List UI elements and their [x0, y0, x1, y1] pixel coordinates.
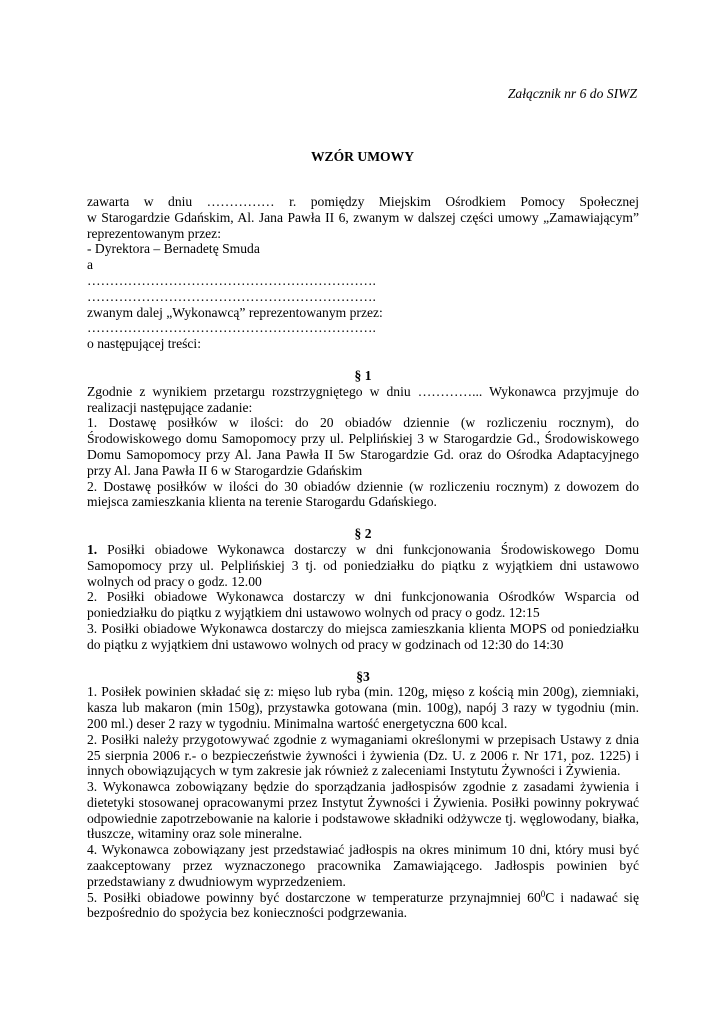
document-body — [87, 194, 639, 921]
intro-line: reprezentowanym przez: — [87, 225, 221, 241]
section-paragraph: 4. Wykonawca zobowiązany jest przedstawiać jadłospis na okres minimum 10 dni, który musi być zaakceptowany przez wyznaczonego pracownika Zamawiającego. Jadłospis powinien być przedstawiany z dwudniowym wyprzedzeniem. — [87, 842, 639, 889]
intro-line: zawarta w dniu …………… r. pomiędzy Miejskim Ośrodkiem Pomocy Społecznej — [87, 194, 639, 209]
section-1 — [87, 368, 639, 510]
dotted-placeholder: ………………………………………………………. — [87, 320, 376, 336]
intro-line: - Dyrektora – Bernadetę Smuda — [87, 241, 260, 257]
section-2 — [87, 526, 639, 652]
section-line: Zgodnie z wynikiem przetargu rozstrzygniętego w dniu …………... Wykonawca przyjmuje do — [87, 383, 639, 399]
intro-line: a — [87, 257, 94, 273]
section-paragraph: 3. Posiłki obiadowe Wykonawca dostarczy do miejsca zamieszkania klienta MOPS od poniedziałku do piątku z wyjątkiem dni ustawowo wolnych od pracy w godzinach od 12:30 do 14:30 — [87, 620, 639, 652]
dotted-placeholder: ………………………………………………………. — [87, 272, 376, 288]
paragraph-text: Posiłki obiadowe Wykonawca dostarczy w dni funkcjonowania Środowiskowego Domu Samopomocy przy ul. Pelplińskiej 3 tj. od poniedziałku do piątku z wyjątkiem dni ustawowo wolnych od pracy o godz. 12.00 — [87, 541, 639, 589]
section-paragraph — [87, 890, 639, 922]
section-heading: § 2 — [354, 526, 372, 542]
dotted-placeholder: ………………………………………………………. — [87, 288, 376, 304]
intro-line: o następującej treści: — [87, 336, 201, 352]
document-title: WZÓR UMOWY — [310, 149, 415, 164]
paragraph-text: C i nadawać się bezpośrednio do spożycia bez konieczności podgrzewania. — [87, 889, 639, 921]
section-3 — [87, 669, 639, 922]
section-paragraph: 2. Posiłki obiadowe Wykonawca dostarczy w dni funkcjonowania Ośrodków Wsparcia od poniedziałku do piątku z wyjątkiem dni ustawowo wolnych od pracy o godz. 12:15 — [87, 589, 639, 621]
section-paragraph: 3. Wykonawca zobowiązany będzie do sporządzania jadłospisów zgodnie z zasadami żywienia i dietetyki stosowanej opracowanymi przez Instytut Żywności i Żywienia. Posiłki powinny pokrywać odpowiednie zapotrzebowanie na kalorie i podstawowe składniki odżywcze tj. węglowodany, białka, tłuszcze, witaminy oraz sole mineralne. — [87, 779, 639, 842]
section-paragraph — [87, 542, 639, 589]
section-heading: §3 — [356, 668, 370, 684]
section-heading: § 1 — [354, 367, 372, 383]
intro-line: zwanym dalej „Wykonawcą” reprezentowanym przez: — [87, 304, 383, 320]
intro-section — [87, 194, 639, 352]
paragraph-text: 5. Posiłki obiadowe powinny być dostarczone w temperaturze przynajmniej 60 — [87, 889, 541, 905]
annex-label: Załącznik nr 6 do SIWZ — [507, 86, 637, 101]
section-paragraph: 1. Dostawę posiłków w ilości: do 20 obiadów dziennie (w rozliczeniu rocznym), do Środowiskowego domu Samopomocy przy ul. Pelplińskiej 3 w Starogardzie Gd., Środowiskowego Domu Samopomocy przy Al. Jana Pawła II 5w Starogardzie Gd. oraz do Ośrodka Adaptacyjnego przy Al. Jana Pawła II 6 w Starogardzie Gdańskim — [87, 415, 639, 478]
section-paragraph: 2. Dostawę posiłków w ilości do 30 obiadów dziennie (w rozliczeniu rocznym) z dowozem do miejsca zamieszkania klienta na terenie Starogardu Gdańskiego. — [87, 478, 639, 510]
superscript-degree: 0 — [540, 888, 546, 899]
intro-line: w Starogardzie Gdańskim, Al. Jana Pawła II 6, zwanym w dalszej części umowy „Zamawiającym” — [87, 209, 639, 225]
section-line: realizacji następujące zadanie: — [87, 399, 253, 415]
item-number: 1. — [87, 541, 98, 557]
section-paragraph: 1. Posiłek powinien składać się z: mięso lub ryba (min. 120g, mięso z kością min 200g), ziemniaki, kasza lub makaron (min 150g), przystawka gotowana (min. 100g), napój 3 razy w tygodniu (min. 200 ml.) deser 2 razy w tygodniu. Minimalna wartość energetyczna 600 kcal. — [87, 684, 639, 731]
section-paragraph: 2. Posiłki należy przygotowywać zgodnie z wymaganiami określonymi w przepisach Ustawy z dnia 25 sierpnia 2006 r.- o bezpieczeństwie żywności i żywienia (Dz. U. z 2006 r. Nr 171, poz. 1225) i innych obowiązujących w tym zakresie jak również z zaleceniami Instytutu Żywności i Żywienia. — [87, 731, 639, 779]
